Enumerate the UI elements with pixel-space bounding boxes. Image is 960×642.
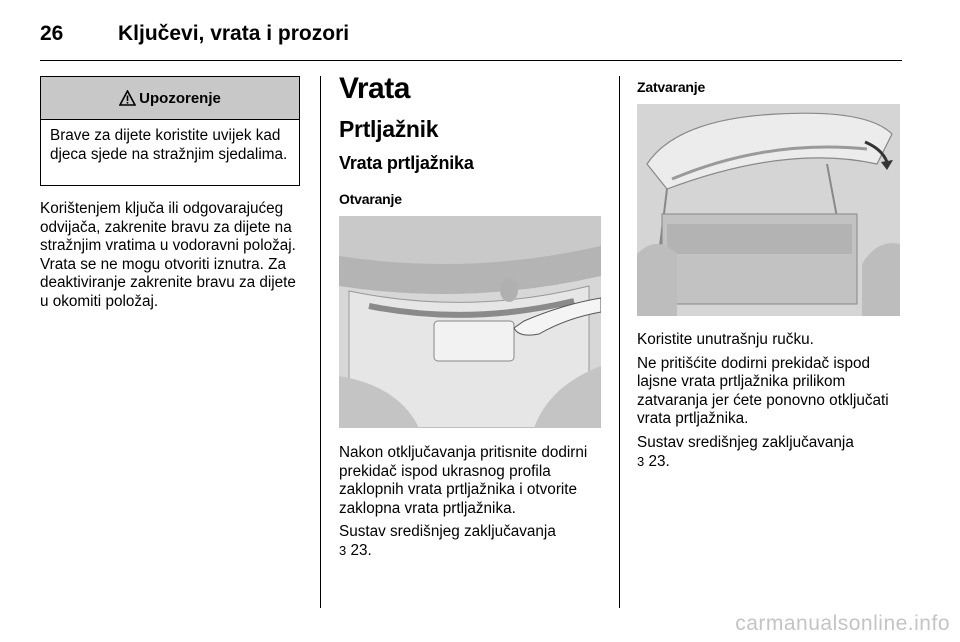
central-locking-text: Sustav središnjeg zaključavanja <box>339 523 556 541</box>
warning-title: Upozorenje <box>139 89 221 107</box>
page-reference-icon: 3 <box>339 542 347 558</box>
page-reference-link[interactable]: 23. <box>350 541 372 559</box>
touch-switch-warning-paragraph: Ne pritišćite dodirni prekidač ispod lajsne vrata prtljažnika prilikom zatvaranja jer ćete ponovno otključati vrata prtljažnika. <box>637 354 889 428</box>
central-locking-reference <box>339 523 614 560</box>
watermark: carmanualsonline.info <box>735 612 950 635</box>
warning-header <box>41 77 299 120</box>
opening-paragraph: Nakon otključavanja pritisnite dodirni prekidač ispod ukrasnog profila zaklopnih vrata prtljažnika i otvorite zaklopna vrata prtljažnika. <box>339 444 588 517</box>
page-reference-icon-right: 3 <box>637 453 645 469</box>
page-number: 26 <box>40 22 64 45</box>
inner-handle-paragraph: Koristite unutrašnju ručku. <box>637 331 814 348</box>
child-lock-paragraph: Korištenjem ključa ili odgovarajućeg odvijača, zakrenite bravu za dijete na stražnjim vratima u vodoravni položaj. Vrata se ne mogu otvoriti iznutra. Za deaktiviranje zakrenite bravu za dijete u okomiti položaj. <box>40 200 296 310</box>
column-divider-right <box>619 76 620 608</box>
heading-vrata: Vrata <box>339 72 410 105</box>
left-paragraph <box>40 200 308 312</box>
tailgate-opening-drawing <box>339 216 601 428</box>
middle-text <box>339 444 614 561</box>
central-locking-text-right: Sustav središnjeg zaključavanja <box>637 433 854 451</box>
heading-vrata-prtljaznika: Vrata prtljažnika <box>339 153 474 173</box>
section-title: Ključevi, vrata i prozori <box>118 22 350 45</box>
tailgate-closing-drawing <box>637 104 900 316</box>
header-divider <box>40 60 902 61</box>
subheading-zatvaranje: Zatvaranje <box>637 79 706 95</box>
heading-prtljaznik: Prtljažnik <box>339 116 439 142</box>
page-reference-link-right[interactable]: 23. <box>648 452 670 470</box>
warning-triangle-icon <box>119 90 136 106</box>
tailgate-opening-illustration <box>339 216 601 428</box>
subheading-otvaranje: Otvaranje <box>339 191 402 207</box>
central-locking-reference-right <box>637 434 907 471</box>
column-divider-left <box>320 76 321 608</box>
right-text <box>637 331 907 471</box>
warning-box <box>40 76 300 186</box>
tailgate-closing-illustration <box>637 104 900 316</box>
warning-text: Brave za dijete koristite uvijek kad djeca sjede na stražnjim sjedalima. <box>50 127 288 163</box>
